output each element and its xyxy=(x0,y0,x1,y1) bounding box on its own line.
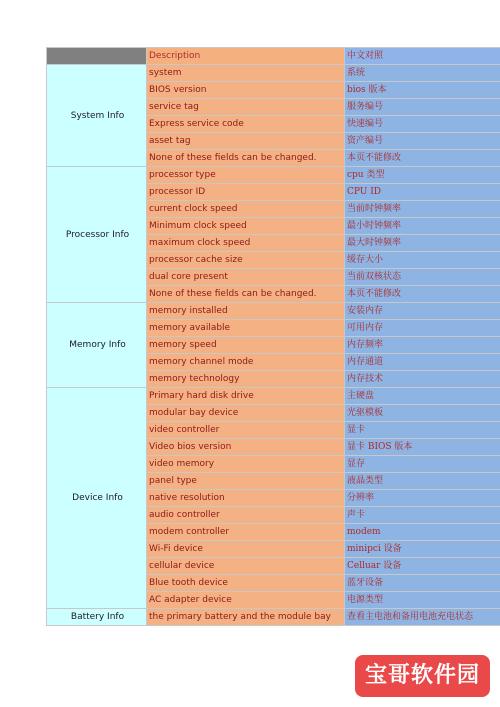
field-description: memory speed xyxy=(147,337,345,354)
group-label: System Info xyxy=(47,65,147,167)
field-chinese: minipci 设备 xyxy=(345,541,500,558)
field-description: service tag xyxy=(147,99,345,116)
field-description: video memory xyxy=(147,456,345,473)
field-chinese: 电源类型 xyxy=(345,592,500,609)
field-chinese: 快速编号 xyxy=(345,116,500,133)
field-chinese: 分辨率 xyxy=(345,490,500,507)
table-row xyxy=(47,65,500,82)
field-chinese: 液晶类型 xyxy=(345,473,500,490)
field-chinese: modem xyxy=(345,524,500,541)
table-row xyxy=(47,609,500,626)
group-label: Processor Info xyxy=(47,167,147,303)
field-description: processor type xyxy=(147,167,345,184)
field-description: memory technology xyxy=(147,371,345,388)
field-chinese: 系统 xyxy=(345,65,500,82)
field-chinese: 内存技术 xyxy=(345,371,500,388)
field-chinese: 显卡 xyxy=(345,422,500,439)
field-description: processor cache size xyxy=(147,252,345,269)
field-chinese: 主硬盘 xyxy=(345,388,500,405)
field-description: processor ID xyxy=(147,184,345,201)
table-row xyxy=(47,303,500,320)
field-description: memory available xyxy=(147,320,345,337)
field-chinese: 本页不能修改 xyxy=(345,150,500,167)
field-description: Video bios version xyxy=(147,439,345,456)
group-label: Memory Info xyxy=(47,303,147,388)
field-description: modular bay device xyxy=(147,405,345,422)
field-chinese: 内存通道 xyxy=(345,354,500,371)
header-description: Description xyxy=(147,48,345,65)
field-chinese: 光驱模板 xyxy=(345,405,500,422)
field-description: Express service code xyxy=(147,116,345,133)
table-row xyxy=(47,167,500,184)
field-description: Primary hard disk drive xyxy=(147,388,345,405)
field-description: audio controller xyxy=(147,507,345,524)
field-description: system xyxy=(147,65,345,82)
field-description: None of these fields can be changed. xyxy=(147,286,345,303)
field-chinese: 查看主电池和备用电池充电状态 xyxy=(345,609,500,626)
bios-info-table xyxy=(46,47,500,626)
field-chinese: 蓝牙设备 xyxy=(345,575,500,592)
field-chinese: CPU ID xyxy=(345,184,500,201)
field-chinese: bios 版本 xyxy=(345,82,500,99)
field-chinese: 声卡 xyxy=(345,507,500,524)
field-chinese: Celluar 设备 xyxy=(345,558,500,575)
field-chinese: 最大时钟频率 xyxy=(345,235,500,252)
field-description: modem controller xyxy=(147,524,345,541)
field-chinese: 本页不能修改 xyxy=(345,286,500,303)
field-description: Minimum clock speed xyxy=(147,218,345,235)
field-chinese: 当前时钟频率 xyxy=(345,201,500,218)
table-row xyxy=(47,388,500,405)
field-description: memory installed xyxy=(147,303,345,320)
field-chinese: 当前双核状态 xyxy=(345,269,500,286)
field-chinese: 显存 xyxy=(345,456,500,473)
watermark-logo: 宝哥软件园 xyxy=(355,655,490,697)
header-chinese: 中文对照 xyxy=(345,48,500,65)
field-description: video controller xyxy=(147,422,345,439)
group-label: Battery Info xyxy=(47,609,147,626)
field-description: asset tag xyxy=(147,133,345,150)
field-description: Wi-Fi device xyxy=(147,541,345,558)
header-row xyxy=(47,48,500,65)
field-description: maximum clock speed xyxy=(147,235,345,252)
field-chinese: cpu 类型 xyxy=(345,167,500,184)
field-description: cellular device xyxy=(147,558,345,575)
field-description: panel type xyxy=(147,473,345,490)
field-description: memory channel mode xyxy=(147,354,345,371)
field-description: AC adapter device xyxy=(147,592,345,609)
field-chinese: 可用内存 xyxy=(345,320,500,337)
field-chinese: 缓存大小 xyxy=(345,252,500,269)
field-description: None of these fields can be changed. xyxy=(147,150,345,167)
group-label: Device Info xyxy=(47,388,147,609)
field-chinese: 服务编号 xyxy=(345,99,500,116)
table-body xyxy=(47,48,500,626)
field-chinese: 资产编号 xyxy=(345,133,500,150)
field-chinese: 最小时钟频率 xyxy=(345,218,500,235)
field-chinese: 内存频率 xyxy=(345,337,500,354)
header-group-cell xyxy=(47,48,147,65)
field-description: current clock speed xyxy=(147,201,345,218)
field-description: Blue tooth device xyxy=(147,575,345,592)
field-description: native resolution xyxy=(147,490,345,507)
field-description: the primary battery and the module bay xyxy=(147,609,345,626)
field-description: BIOS version xyxy=(147,82,345,99)
field-chinese: 显卡 BIOS 版本 xyxy=(345,439,500,456)
field-chinese: 安装内存 xyxy=(345,303,500,320)
field-description: dual core present xyxy=(147,269,345,286)
